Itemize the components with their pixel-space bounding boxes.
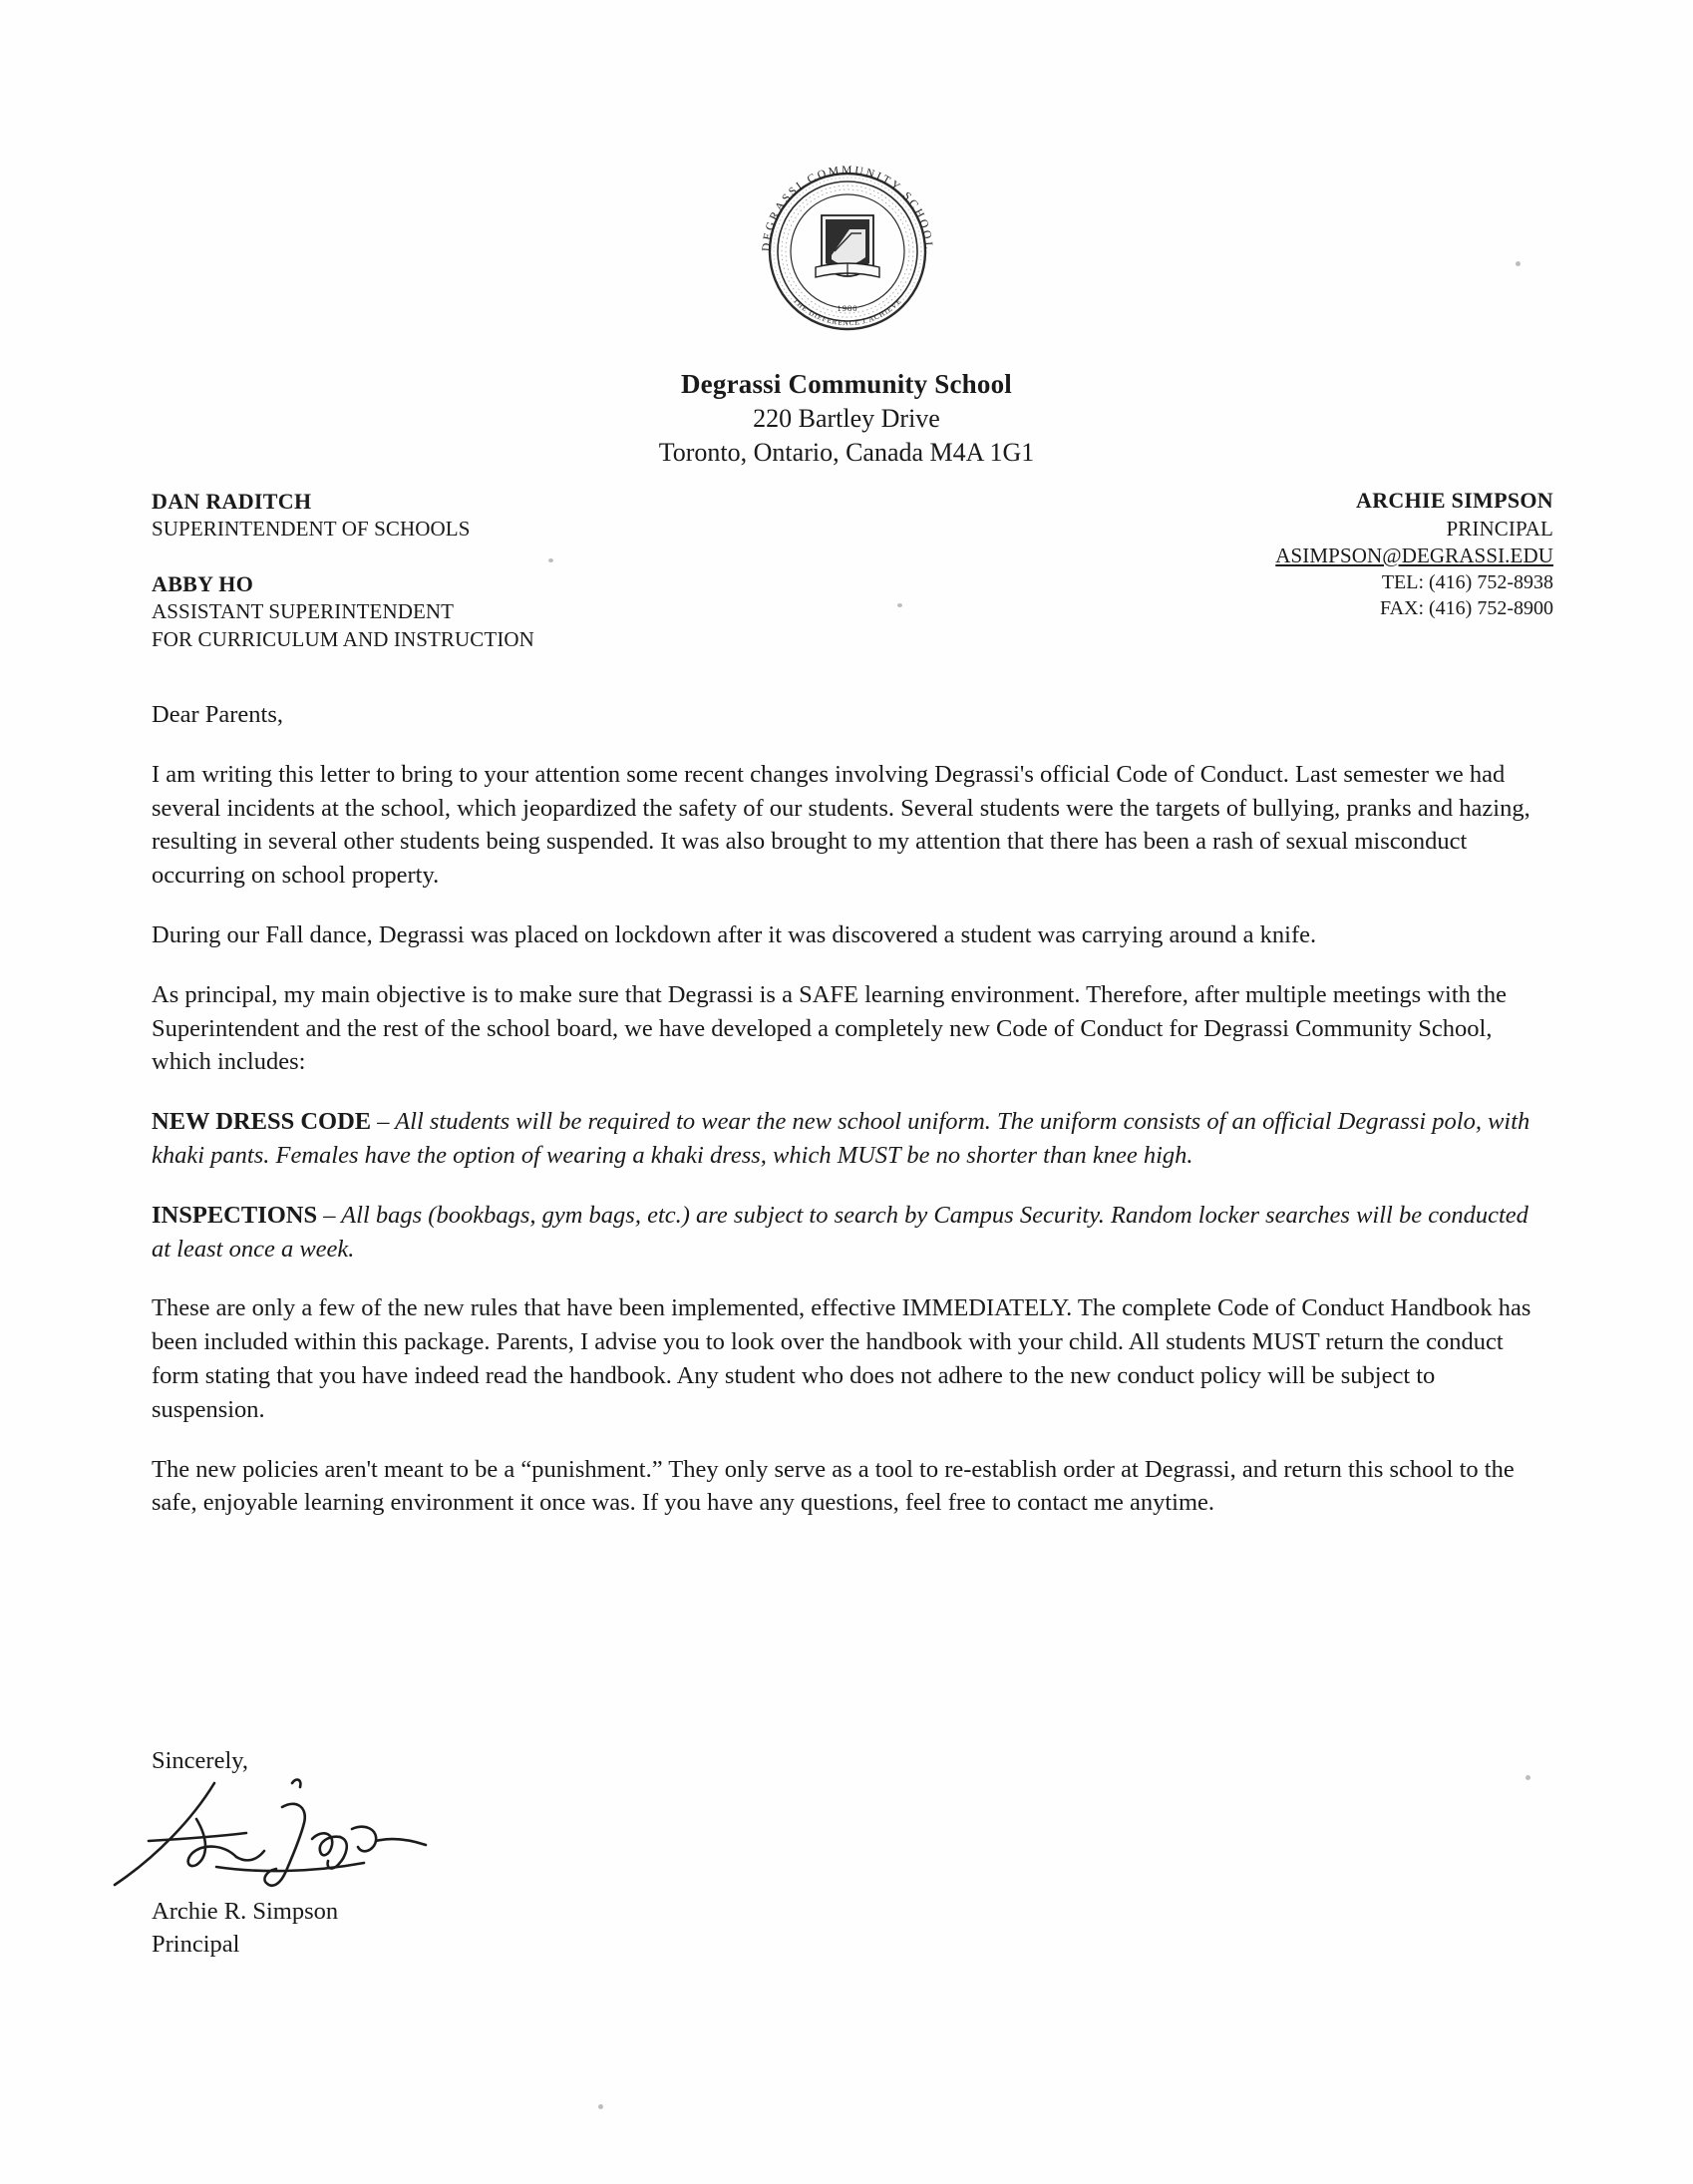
school-name: Degrassi Community School — [680, 369, 1012, 399]
closing-block — [152, 1747, 750, 1959]
salutation: Dear Parents, — [152, 701, 283, 728]
school-address-line2: Toronto, Ontario, Canada M4A 1G1 — [658, 437, 1035, 467]
scan-artifact — [548, 558, 553, 562]
contact-spacer — [152, 544, 534, 569]
crest-container — [0, 160, 1693, 334]
school-crest-icon — [740, 160, 954, 334]
contact-row — [152, 487, 1553, 653]
superintendent-title: SUPERINTENDENT OF SCHOOLS — [152, 517, 471, 542]
assistant-superintendent-name: ABBY HO — [152, 570, 254, 596]
principal-fax: FAX: (416) 752-8900 — [1379, 597, 1553, 620]
principal-email[interactable]: ASIMPSON@DEGRASSI.EDU — [1275, 543, 1553, 567]
policy-dress-code — [152, 1105, 1547, 1173]
assistant-superintendent-title-line2: FOR CURRICULUM AND INSTRUCTION — [152, 626, 534, 651]
scan-artifact — [1525, 1775, 1530, 1780]
assistant-superintendent-title: ASSISTANT SUPERINTENDENT — [152, 598, 455, 623]
closing-sincerely: Sincerely, — [152, 1747, 249, 1774]
policy-inspections — [152, 1199, 1547, 1267]
policy-dress-code-heading: NEW DRESS CODE — [152, 1108, 372, 1136]
principal-name: ARCHIE SIMPSON — [1356, 488, 1553, 513]
signer-name: Archie R. Simpson — [152, 1898, 339, 1925]
letter-body — [152, 698, 1547, 1546]
body-paragraph-3: As principal, my main objective is to make sure that Degrassi is a SAFE learning environment. Therefore, after multiple meetings with the Superintendent and the rest of the school board, we have developed a completely new Code of Conduct for Degrassi Community School, which includes: — [152, 980, 1507, 1076]
school-address-line1: 220 Bartley Drive — [753, 404, 940, 434]
scan-artifact — [598, 2104, 603, 2109]
letterhead — [0, 367, 1693, 470]
contacts-left — [152, 487, 534, 653]
body-paragraph-5: The new policies aren't meant to be a “punishment.” They only serve as a tool to re-establish order at Degrassi, and return this school to the safe, enjoyable learning environment it once was. If you have any questions, feel free to contact me anytime. — [152, 1455, 1515, 1517]
signer-block — [152, 1895, 338, 1961]
principal-title: PRINCIPAL — [1446, 516, 1553, 541]
svg-text:DEGRASSI COMMUNITY SCHOOL: DEGRASSI COMMUNITY SCHOOL — [760, 164, 934, 252]
body-paragraph-4: These are only a few of the new rules that have been implemented, effective IMMEDIATELY. The complete Code of Conduct Handbook has been included within this package. Parents, I advise you to look over the handbook with your child. All students MUST return the conduct form stating that you have indeed read the handbook. Any student who does not adhere to the new conduct policy will be subject to suspension. — [152, 1294, 1531, 1423]
body-paragraph-1: I am writing this letter to bring to your attention some recent changes involving Degrassi's official Code of Conduct. Last semester we had several incidents at the school, which jeopardized the safety of our students. Several students were the targets of bullying, pranks and hazing, resulting in several other students being suspended. It was also brought to my attention that there has been a rash of sexual misconduct occurring on school property. — [152, 760, 1530, 890]
contacts-right — [1275, 487, 1553, 621]
scan-artifact — [897, 603, 902, 607]
superintendent-name: DAN RADITCH — [152, 489, 312, 514]
handwritten-signature-icon — [97, 1753, 515, 1908]
scan-artifact — [1516, 261, 1521, 266]
policy-inspections-text: – All bags (bookbags, gym bags, etc.) are subject to search by Campus Security. Random locker searches will be conducted at least once a week. — [152, 1201, 1528, 1263]
policy-inspections-heading: INSPECTIONS — [152, 1201, 318, 1229]
policy-dress-code-text: – All students will be required to wear the new school uniform. The uniform consists of an official Degrassi polo, with khaki pants. Females have the option of wearing a khaki dress, which MUST be no shorter than knee high. — [152, 1108, 1530, 1169]
svg-text:1980: 1980 — [837, 303, 857, 313]
signer-title: Principal — [152, 1931, 240, 1959]
principal-telephone: TEL: (416) 752-8938 — [1381, 571, 1553, 594]
body-paragraph-2: During our Fall dance, Degrassi was placed on lockdown after it was discovered a student was carrying around a knife. — [152, 920, 1317, 948]
svg-text:THE DIFFERENCE I ACHIEVE: THE DIFFERENCE I ACHIEVE — [791, 296, 903, 328]
